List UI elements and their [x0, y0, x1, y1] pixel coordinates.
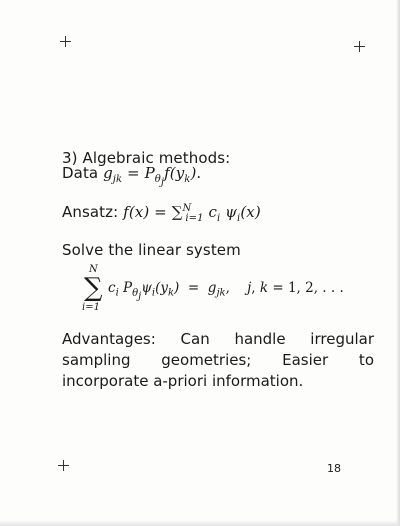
data-label: Data	[62, 164, 99, 182]
ansatz-line	[62, 202, 261, 222]
linear-system-equation	[82, 266, 382, 332]
summation-icon: ∑	[84, 273, 103, 303]
advantages-paragraph: Advantages: Can handle irregular sampling geometries; Easier to incorporate a-priori information.	[62, 330, 374, 390]
registration-mark-top-right-icon	[354, 41, 365, 52]
scan-edge-bottom	[0, 520, 400, 526]
ansatz-label: Ansatz:	[62, 203, 119, 221]
scan-edge-right	[396, 0, 400, 526]
sum-upper-limit: N	[89, 264, 98, 275]
sum-lower-limit: i=1	[82, 302, 100, 313]
data-line	[62, 163, 202, 188]
system-equation-body: $c_i$ $P_{\theta_j}\psi_i(y_k) = g_{jk}$, j, k = 1, 2, . . .	[108, 280, 344, 302]
data-formula: $g_{jk} = P_{\theta_j}f(y_k)$.	[103, 164, 202, 188]
registration-mark-bottom-left-icon	[58, 460, 69, 471]
section-heading: 3) Algebraic methods:	[62, 149, 231, 167]
ansatz-formula: f(x) = ∑$^N_{i=1}$ $c_i$ $\psi_i(x)$	[123, 203, 261, 224]
solve-line: Solve the linear system	[62, 241, 241, 259]
registration-mark-top-left-icon	[60, 36, 71, 47]
page-number: 18	[327, 462, 341, 475]
